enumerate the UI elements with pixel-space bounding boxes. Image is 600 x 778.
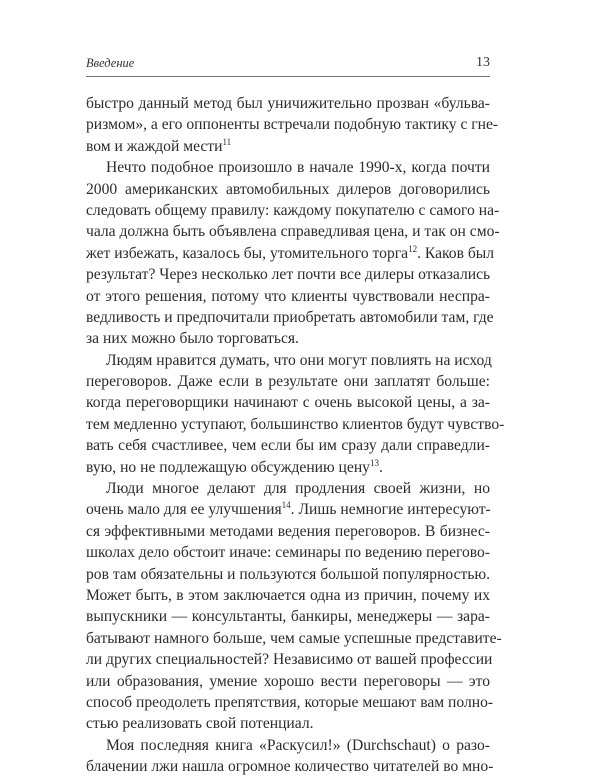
text-line <box>86 542 490 563</box>
text-line <box>86 371 490 392</box>
text-line <box>86 585 490 606</box>
line-text-after: . Лишь немногие интересуют- <box>290 501 491 519</box>
paragraph <box>86 735 494 778</box>
line-text: стью реализовать свой потенциал. <box>86 715 314 733</box>
line-text-after: . Каков был <box>417 244 495 262</box>
text-line <box>86 114 499 135</box>
text-line <box>86 157 490 178</box>
text-line <box>86 435 490 456</box>
text-line <box>86 649 493 670</box>
text-line <box>86 179 490 200</box>
line-text: блачении лжи нашла огромное количество читателей во мно- <box>86 758 494 776</box>
footnote-ref: 12 <box>408 243 418 254</box>
line-text: 2000 американских автомобильных дилеров договорились <box>86 180 490 198</box>
line-text: следовать общему правилу: каждому покупателю с самого на- <box>86 201 500 219</box>
text-line <box>86 136 490 157</box>
line-text: тем медленно уступают, большинство клиентов будут чувство- <box>86 415 505 433</box>
text-line <box>86 756 494 777</box>
line-text: Люди многое делают для продления своей жизни, но <box>106 480 490 498</box>
header-rule <box>86 76 490 77</box>
text-line <box>86 692 494 713</box>
line-text: переговоров. Даже если в результате они заплатят больше: <box>86 373 490 391</box>
text-line <box>86 221 500 242</box>
line-text: Может быть, в этом заключается одна из причин, почему их <box>86 586 490 604</box>
paragraph <box>86 93 499 157</box>
line-text: способ преодолеть препятствия, которые мешают вам полно- <box>86 693 494 711</box>
text-line <box>86 350 490 371</box>
line-text: школах дело обстоит иначе: семинары по ведению перегово- <box>86 544 491 562</box>
line-text: результат? Через несколько лет почти все дилеры отказались <box>86 266 491 284</box>
line-text: когда переговорщики начинают с очень высокой цены, а за- <box>86 394 490 412</box>
body-text <box>86 93 505 778</box>
text-line <box>86 328 490 349</box>
text-line <box>86 628 502 649</box>
line-text: вать себя счастливее, чем если бы им сразу дали справедли- <box>86 437 490 455</box>
text-line <box>86 735 490 756</box>
line-text: Людям нравится думать, что они могут повлиять на исход <box>106 351 492 369</box>
text-line <box>86 392 490 413</box>
line-text: за них можно было торговаться. <box>86 330 299 348</box>
line-text: Моя последняя книга «Раскусил!» (Durchschaut) о разо- <box>106 736 490 754</box>
text-line <box>86 606 490 627</box>
footnote-ref: 14 <box>281 500 291 511</box>
text-line <box>86 478 490 499</box>
text-line <box>86 499 490 520</box>
line-text: от этого решения, потому что клиенты чувствовали неспра- <box>86 287 490 305</box>
running-head: Введение <box>86 56 135 70</box>
line-text: жет избежать, казалось бы, утомительного торга <box>86 244 409 262</box>
page-number: 13 <box>476 55 490 70</box>
text-line <box>86 414 505 435</box>
text-line <box>86 243 495 264</box>
line-text: очень мало для ее улучшения <box>86 501 282 519</box>
line-text: ров там обязательны и пользуются большой популярностью. <box>86 565 490 583</box>
line-text: вую, но не подлежащую обсуждению цену <box>86 458 370 476</box>
text-line <box>86 457 490 478</box>
line-text: Нечто подобное произошло в начале 1990-х, когда почти <box>106 159 490 177</box>
line-text: ризмом», а его оппоненты встречали подобную тактику с гне- <box>86 116 499 134</box>
paragraph <box>86 478 502 735</box>
line-text: быстро данный метод был уничижительно прозван «бульва- <box>86 95 490 112</box>
text-line <box>86 93 490 114</box>
text-line <box>86 307 494 328</box>
line-text: ли других специальностей? Независимо от вашей профессии <box>86 651 493 669</box>
footnote-ref: 11 <box>222 136 232 147</box>
line-text-after: . <box>378 458 383 476</box>
line-text: батывают намного больше, чем самые успешные представите- <box>86 629 502 647</box>
text-line <box>86 521 490 542</box>
text-line <box>86 286 490 307</box>
line-text: или образования, умение хорошо вести переговоры — это <box>86 672 490 690</box>
paragraph <box>86 350 505 478</box>
line-text: ся эффективными методами ведения переговоров. В бизнес- <box>86 522 490 540</box>
text-line <box>86 264 490 285</box>
text-line <box>86 671 490 692</box>
text-line <box>86 200 500 221</box>
line-text: ведливость и предпочитали приобретать автомобили там, где <box>86 308 494 326</box>
line-text: выпускники — консультанты, банкиры, менеджеры — зара- <box>86 608 490 626</box>
footnote-ref: 13 <box>369 457 379 468</box>
line-text: вом и жаждой мести <box>86 137 223 155</box>
text-line <box>86 564 490 585</box>
line-text: чала должна быть объявлена справедливая цена, и так он смо- <box>86 223 500 241</box>
paragraph <box>86 157 500 350</box>
text-line <box>86 713 490 734</box>
